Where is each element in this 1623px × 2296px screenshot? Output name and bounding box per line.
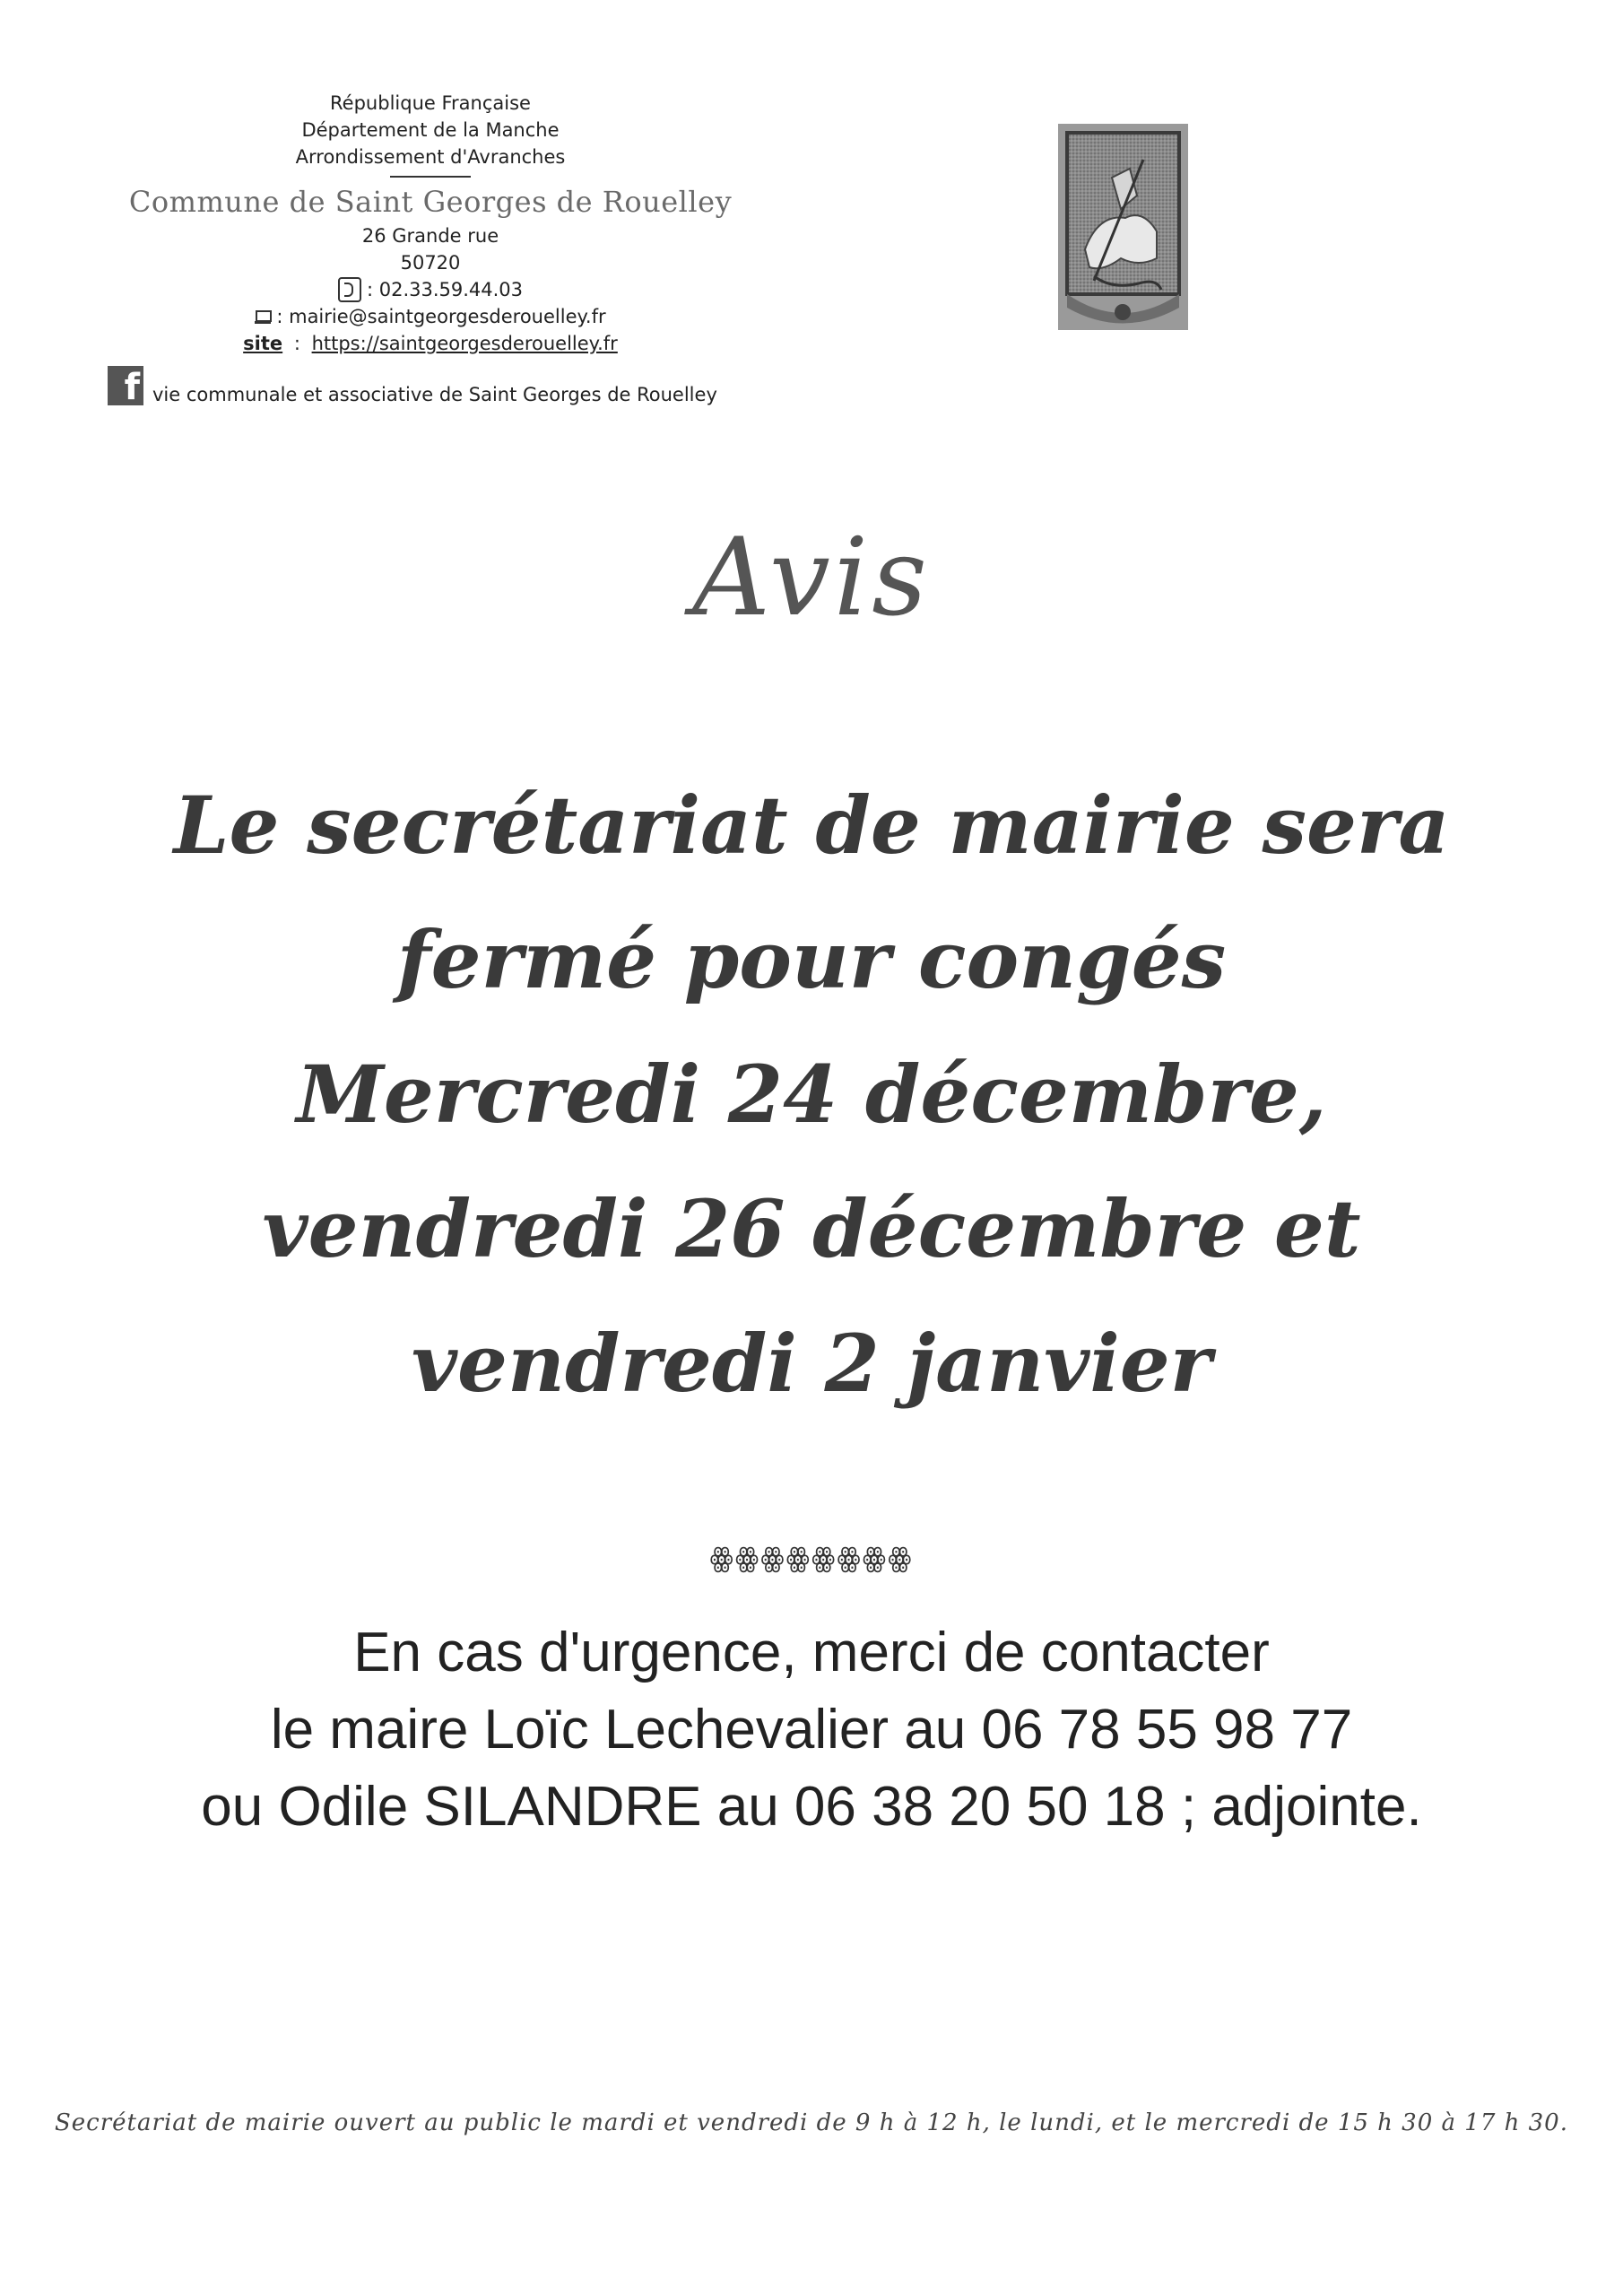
notice-line-3: Mercredi 24 décembre, <box>296 1048 1327 1141</box>
email-row <box>108 303 753 330</box>
site-separator: : <box>288 333 307 354</box>
notice-line-1: Le secrétariat de mairie sera <box>173 778 1450 872</box>
contact-line-1: En cas d'urgence, merci de contacter <box>353 1622 1270 1683</box>
arrondissement-line: Arrondissement d'Avranches <box>295 146 566 168</box>
address-line: 26 Grande rue <box>361 225 499 247</box>
site-row <box>108 330 753 357</box>
computer-icon <box>255 310 271 323</box>
republic-line: République Française <box>330 92 531 114</box>
site-label: site <box>243 333 283 354</box>
notice-line-2: fermé pour congés <box>396 913 1227 1006</box>
opening-hours-footer: Secrétariat de mairie ouvert au public le mardi et vendredi de 9 h à 12 h, le lundi, et le mercredi de 15 h 30 à 17 h 30. <box>54 2109 1568 2136</box>
postcode-line: 50720 <box>400 252 461 274</box>
closure-notice <box>90 758 1533 1431</box>
ornament-divider: ꙮꙮꙮꙮꙮꙮꙮꙮ <box>709 1543 914 1574</box>
notice-line-5: vendredi 2 janvier <box>411 1317 1212 1410</box>
notice-title: Avis <box>692 516 931 640</box>
letterhead <box>108 90 753 357</box>
contact-line-3: ou Odile SILANDRE au 06 38 20 50 18 ; adjointe. <box>201 1776 1422 1838</box>
emergency-contact <box>90 1614 1533 1846</box>
site-link[interactable]: https://saintgeorgesderouelley.fr <box>311 333 618 354</box>
header-divider <box>390 176 471 178</box>
phone-icon <box>338 277 361 302</box>
department-line: Département de la Manche <box>301 119 560 141</box>
contact-line-2: le maire Loïc Lechevalier au 06 78 55 98 77 <box>270 1699 1353 1761</box>
saint-georges-crest-icon <box>1058 124 1188 330</box>
phone-number: : 02.33.59.44.03 <box>366 279 524 300</box>
facebook-text: vie communale et associative de Saint Georges de Rouelley <box>152 384 717 405</box>
email-address[interactable]: : mairie@saintgeorgesderouelley.fr <box>276 306 606 327</box>
phone-row <box>108 276 753 303</box>
notice-line-4: vendredi 26 décembre et <box>262 1182 1361 1275</box>
commune-name: Commune de Saint Georges de Rouelley <box>128 185 733 219</box>
facebook-icon: f <box>108 366 143 405</box>
facebook-row <box>108 366 717 408</box>
